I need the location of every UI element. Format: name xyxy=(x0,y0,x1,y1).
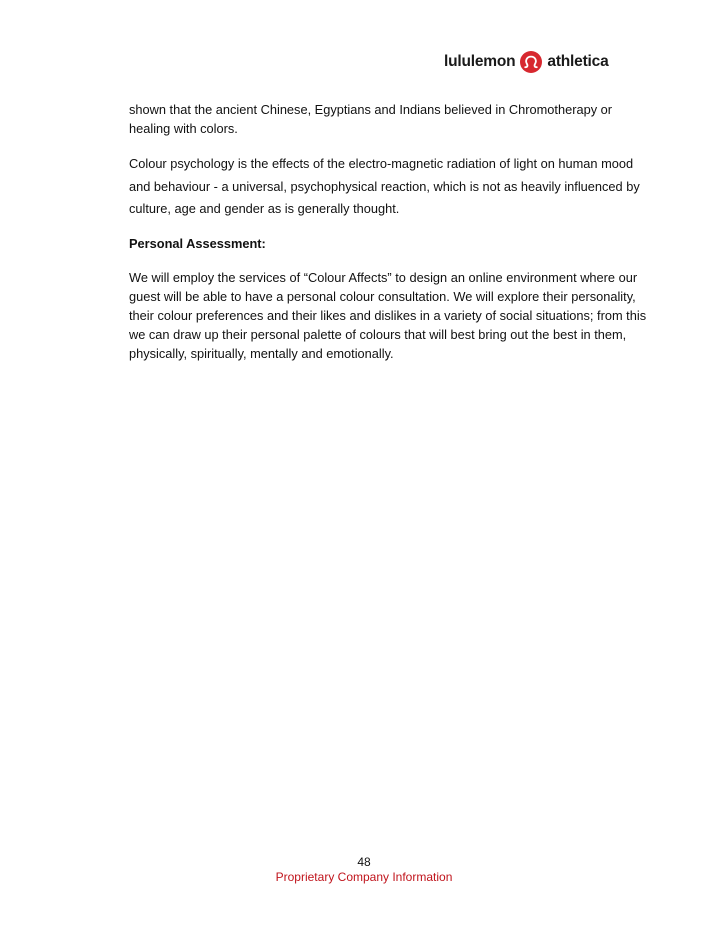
document-body xyxy=(129,100,649,378)
section-paragraph: We will employ the services of “Colour Affects” to design an online environment where our guest will be able to have a personal colour consultation. We will explore their personality, their colour preferences and their likes and dislikes in a variety of social situations; from this we can draw up their personal palette of colours that will best bring out the best in them, physically, spiritually, mentally and emotionally. xyxy=(129,269,647,361)
section-heading: Personal Assessment: xyxy=(129,235,266,251)
lululemon-omega-logo-icon xyxy=(520,51,542,73)
body-paragraph-1: shown that the ancient Chinese, Egyptians and Indians believed in Chromotherapy or healing with colors. xyxy=(129,102,613,136)
logo-wordmark-right: athletica xyxy=(547,53,609,71)
company-logo xyxy=(444,50,609,74)
page-number: 48 xyxy=(357,855,371,869)
proprietary-notice: Proprietary Company Information xyxy=(275,870,453,884)
logo-wordmark-left: lululemon xyxy=(444,53,516,71)
body-paragraph-2: Colour psychology is the effects of the electro-magnetic radiation of light on human mood and behaviour - a universal, psychophysical reaction, which is not as heavily influenced by culture, age and gender as is generally thought. xyxy=(129,156,640,216)
